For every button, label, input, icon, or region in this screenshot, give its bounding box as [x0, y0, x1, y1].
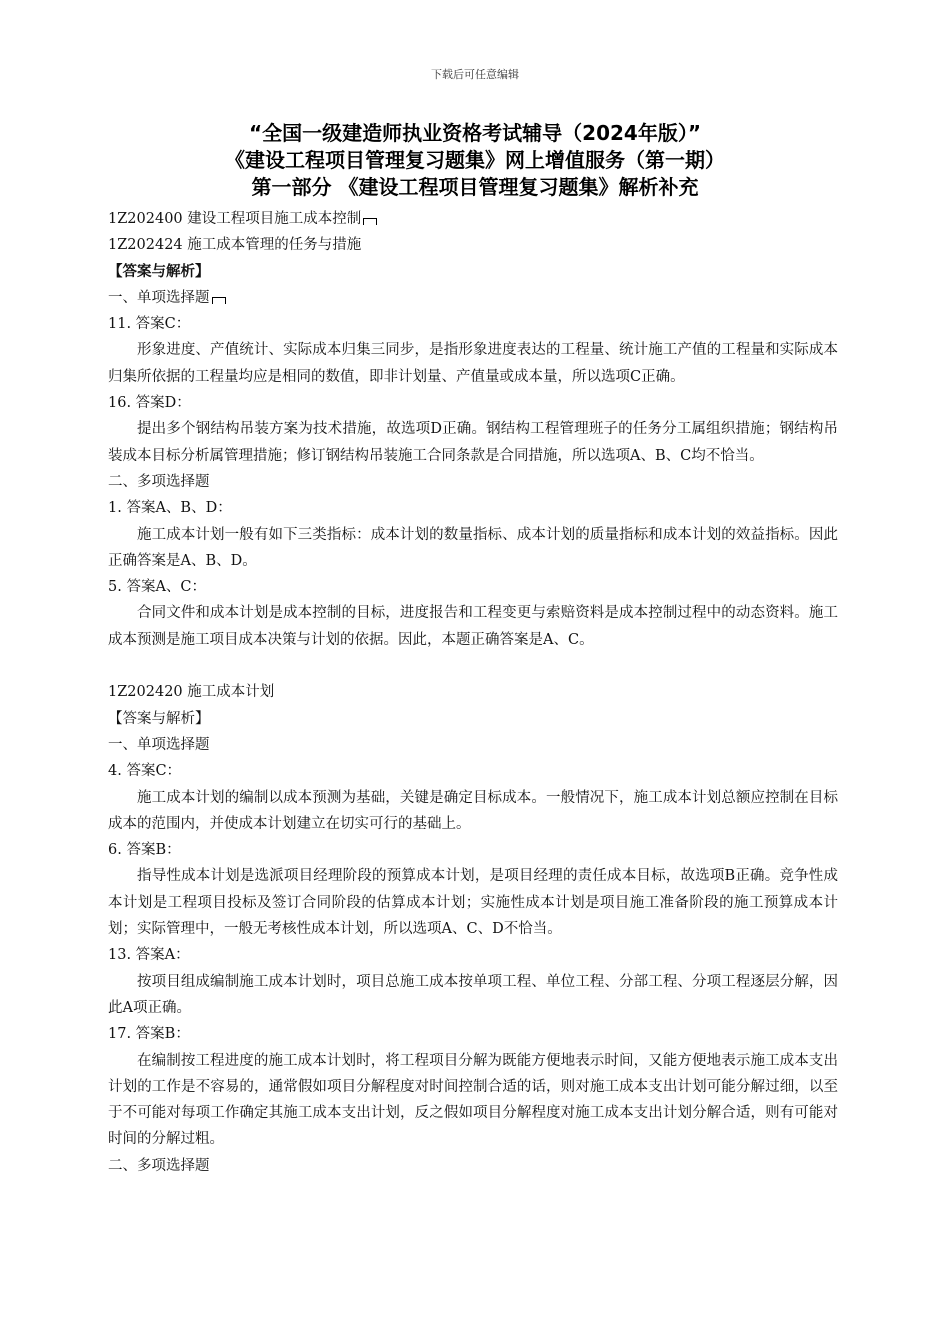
- single-choice-heading: 一、单项选择题: [108, 736, 210, 753]
- answer-explanation: 在编制按工程进度的施工成本计划时，将工程项目分解为既能方便地表示时间，又能方便地表示施工成本支出计划的工作是不容易的，通常假如项目分解程度对时间控制合适的话，则对施工成本支出计划可能分解过细，以至于不可能对每项工作确定其施工成本支出计划，反之假如项目分解程度对施工成本支出计划分解合适，则有可能对时间的分解过粗。: [108, 1052, 838, 1148]
- question-answer: 5. 答案A、C：: [108, 579, 207, 596]
- title-line-3: 第一部分 《建设工程项目管理复习题集》解析补充: [251, 175, 699, 199]
- answer-explanation: 指导性成本计划是选派项目经理阶段的预算成本计划，是项目经理的责任成本目标，故选项B正确。竞争性成本计划是工程项目投标及签订合同阶段的估算成本计划；实施性成本计划是项目施工准备阶段的施工预算成本计划；实际管理中，一般无考核性成本计划，所以选项A、C、D不恰当。: [108, 868, 838, 938]
- title-line-1: “全国一级建造师执业资格考试辅导（2024年版）”: [249, 121, 701, 145]
- answer-explanation: 提出多个钢结构吊装方案为技术措施，故选项D正确。钢结构工程管理班子的任务分工属组织措施；钢结构吊装成本目标分析属管理措施；修订钢结构吊装施工合同条款是合同措施，所以选项A、B、C均不恰当。: [108, 421, 838, 464]
- document-title-block: [0, 120, 950, 201]
- document-body: [108, 206, 838, 1179]
- page-header-note: 下载后可任意编辑: [431, 68, 519, 81]
- multi-choice-heading: 二、多项选择题: [108, 473, 210, 490]
- question-answer: 6. 答案B：: [108, 842, 181, 859]
- multi-choice-heading: 二、多项选择题: [108, 1157, 210, 1174]
- question-answer: 16. 答案D：: [108, 395, 191, 412]
- question-answer: 4. 答案C：: [108, 763, 182, 780]
- question-answer: 13. 答案A：: [108, 947, 190, 964]
- answer-explanation: 按项目组成编制施工成本计划时，项目总施工成本按单项工程、单位工程、分部工程、分项工程逐层分解，因此A项正确。: [108, 973, 838, 1016]
- spacer: [108, 653, 838, 679]
- title-line-2: 《建设工程项目管理复习题集》网上增值服务（第一期）: [225, 148, 725, 172]
- answer-explanation: 施工成本计划的编制以成本预测为基础，关键是确定目标成本。一般情况下，施工成本计划总额应控制在目标成本的范围内，并使成本计划建立在切实可行的基础上。: [108, 789, 838, 832]
- answer-explanation: 合同文件和成本计划是成本控制的目标，进度报告和工程变更与索赔资料是成本控制过程中的动态资料。施工成本预测是施工项目成本决策与计划的依据。因此，本题正确答案是A、C。: [108, 605, 838, 648]
- subsection-code: 1Z202424 施工成本管理的任务与措施: [108, 237, 362, 254]
- question-answer: 1. 答案A、B、D：: [108, 500, 232, 517]
- section-code: 1Z202400 建设工程项目施工成本控制: [108, 206, 838, 232]
- single-choice-heading: 一、单项选择题: [108, 285, 838, 311]
- answer-explanation: 施工成本计划一般有如下三类指标：成本计划的数量指标、成本计划的质量指标和成本计划的效益指标。因此正确答案是A、B、D。: [108, 526, 838, 569]
- question-answer: 17. 答案B：: [108, 1026, 190, 1043]
- edit-mark-icon: [212, 297, 226, 304]
- edit-mark-icon: [363, 218, 377, 225]
- question-answer: 11. 答案C：: [108, 316, 191, 333]
- answer-explanation: 形象进度、产值统计、实际成本归集三同步，是指形象进度表达的工程量、统计施工产值的工程量和实际成本归集所依据的工程量均应是相同的数值，即非计划量、产值量或成本量，所以选项C正确。: [108, 342, 838, 385]
- section-code: 1Z202420 施工成本计划: [108, 684, 275, 701]
- answers-heading: 【答案与解析】: [108, 710, 210, 727]
- answers-heading: 【答案与解析】: [108, 263, 210, 280]
